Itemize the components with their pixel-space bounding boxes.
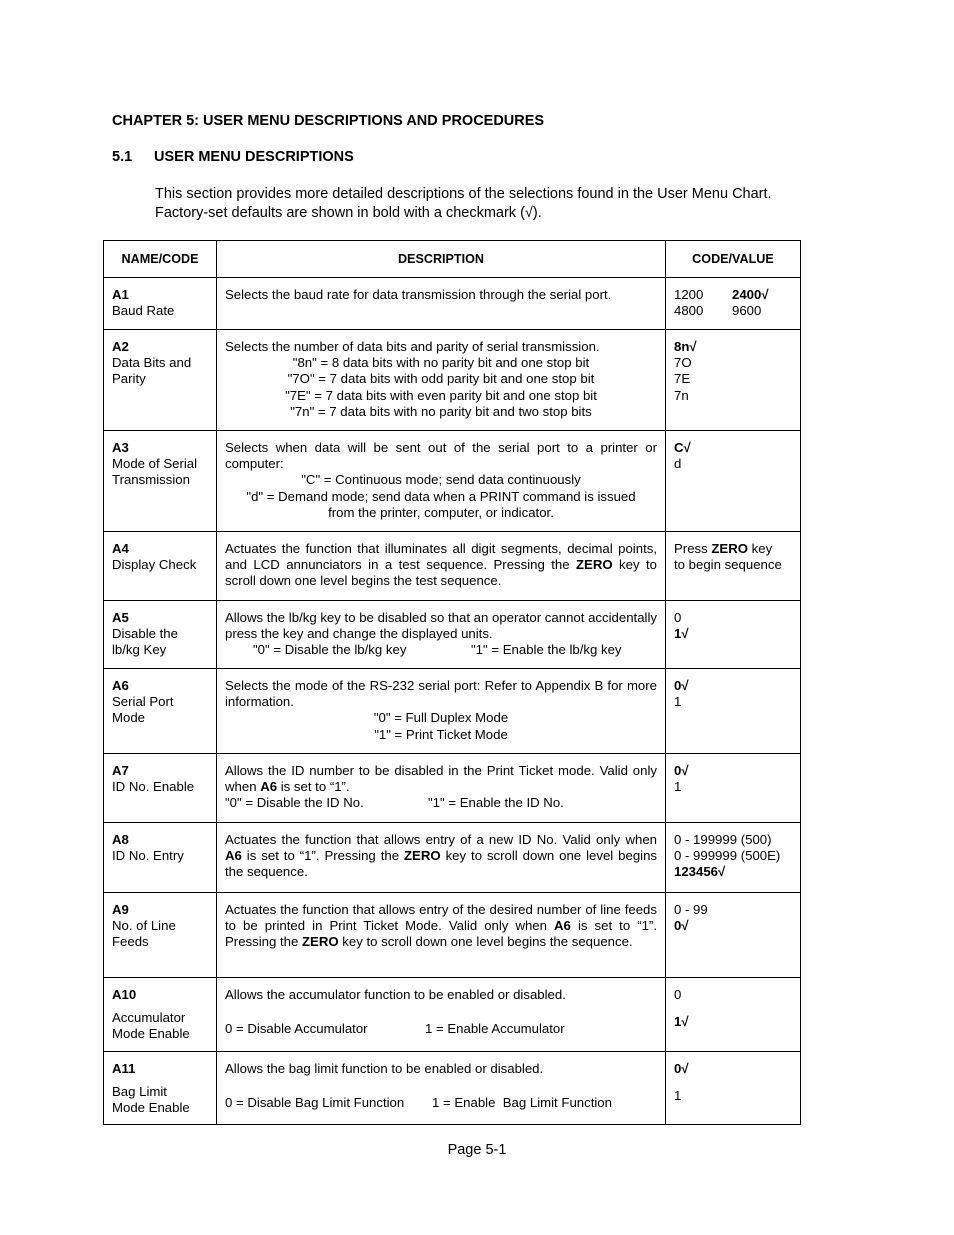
value-option: 7O	[674, 355, 692, 371]
value-cell	[666, 893, 801, 978]
menu-name: Mode Enable	[112, 1100, 190, 1116]
header-name-code: NAME/CODE	[104, 241, 217, 278]
table-row	[104, 431, 801, 532]
menu-name: Mode	[112, 710, 145, 726]
value-option: 7n	[674, 387, 689, 403]
description-cell	[217, 330, 666, 431]
menu-name: Mode of Serial	[112, 456, 198, 472]
description-text: Selects when data will be sent out of the serial port to a printer or computer:	[225, 440, 657, 472]
description-cell	[217, 278, 666, 330]
description-text: Allows the bag limit function to be enabled or disabled.	[225, 1060, 544, 1076]
table-row	[104, 669, 801, 754]
description-text: Selects the mode of the RS-232 serial port: Refer to Appendix B for more information.	[225, 678, 657, 710]
value-option: 0 - 99	[674, 902, 708, 917]
table-row	[104, 601, 801, 669]
value-option-default: 1√	[674, 1014, 689, 1030]
option-line: "8n" = 8 data bits with no parity bit and one stop bit	[292, 355, 590, 371]
description-cell	[217, 893, 666, 978]
table-row	[104, 978, 801, 1052]
table-row	[104, 893, 801, 978]
description-cell	[217, 601, 666, 669]
menu-name: Bag Limit	[112, 1083, 167, 1099]
menu-name: Display Check	[112, 557, 197, 573]
page-number: Page 5-1	[447, 1142, 507, 1158]
value-cell	[666, 669, 801, 754]
value-option-default: 123456√	[674, 864, 726, 880]
menu-code: A6	[112, 678, 129, 693]
name-cell	[104, 893, 217, 978]
menu-code: A9	[112, 902, 129, 917]
option-line: "0" = Disable the ID No.	[225, 795, 364, 811]
option-line: "1" = Enable the lb/kg key	[471, 642, 622, 658]
value-cell	[666, 1051, 801, 1125]
table-row	[104, 532, 801, 601]
description-text: Selects the baud rate for data transmission through the serial port.	[225, 287, 612, 302]
table-row	[104, 330, 801, 431]
option-line: 0 = Disable Bag Limit Function	[225, 1094, 405, 1110]
option-line: "1" = Enable the ID No.	[428, 795, 564, 811]
value-option-default: 1√	[674, 626, 689, 642]
value-option: 9600	[732, 303, 762, 319]
menu-code: A2	[112, 339, 129, 354]
option-line: "0" = Full Duplex Mode	[373, 710, 509, 726]
value-option: 0	[674, 610, 682, 625]
description-text: Allows the ID number to be disabled in the Print Ticket mode. Valid only when A6 is set to “1”.	[225, 763, 657, 795]
intro-line: This section provides more detailed descriptions of the selections found in the User Menu Chart.	[155, 186, 772, 202]
name-cell	[104, 669, 217, 754]
header-code-value: CODE/VALUE	[666, 241, 801, 278]
name-cell	[104, 823, 217, 893]
value-instruction: to begin sequence	[674, 557, 782, 573]
name-cell	[104, 278, 217, 330]
description-cell	[217, 823, 666, 893]
value-option-default: 0√	[674, 678, 689, 693]
menu-name: lb/kg Key	[112, 642, 167, 658]
table-row	[104, 278, 801, 330]
value-cell	[666, 431, 801, 532]
value-cell	[666, 532, 801, 601]
menu-name: Disable the	[112, 626, 178, 642]
description-cell	[217, 978, 666, 1052]
description-text: Allows the accumulator function to be enabled or disabled.	[225, 987, 566, 1002]
description-cell	[217, 532, 666, 601]
value-option-default: C√	[674, 440, 691, 455]
option-line: 1 = Enable Bag Limit Function	[432, 1094, 612, 1110]
value-option: d	[674, 456, 682, 472]
description-cell	[217, 754, 666, 823]
value-option-default: 8n√	[674, 339, 697, 354]
table-header-row	[104, 241, 801, 278]
intro-paragraph	[155, 185, 845, 223]
description-text: Selects the number of data bits and parity of serial transmission.	[225, 339, 600, 354]
user-menu-table	[103, 240, 801, 1125]
menu-name: Parity	[112, 371, 146, 387]
menu-code: A7	[112, 763, 129, 778]
menu-code: A3	[112, 440, 129, 455]
value-cell	[666, 823, 801, 893]
value-option: 1	[674, 779, 682, 795]
name-cell	[104, 978, 217, 1052]
description-cell	[217, 669, 666, 754]
option-line: "7E" = 7 data bits with even parity bit and one stop bit	[285, 387, 597, 403]
table-row	[104, 823, 801, 893]
description-cell	[217, 431, 666, 532]
option-line: "C" = Continuous mode; send data continuously	[301, 472, 581, 488]
description-text: Actuates the function that allows entry of the desired number of line feeds to be printed in Print Ticket Mode. Valid only when A6 is set to “1”. Pressing the ZERO key to scroll down one level begins the sequence.	[225, 902, 657, 950]
header-description: DESCRIPTION	[217, 241, 666, 278]
description-cell	[217, 1051, 666, 1125]
value-option-default: 0√	[674, 763, 689, 778]
value-cell	[666, 330, 801, 431]
table-row	[104, 1051, 801, 1125]
table-row	[104, 754, 801, 823]
description-text: Actuates the function that allows entry of a new ID No. Valid only when A6 is set to “1”. Pressing the ZERO key to scroll down one level begins the sequence.	[225, 832, 658, 880]
chapter-title: CHAPTER 5: USER MENU DESCRIPTIONS AND PROCEDURES	[112, 113, 545, 129]
name-cell	[104, 1051, 217, 1125]
value-option: 7E	[674, 371, 691, 387]
value-option: 0 - 999999 (500E)	[674, 848, 781, 864]
value-option: 1200	[674, 287, 704, 302]
name-cell	[104, 532, 217, 601]
name-cell	[104, 601, 217, 669]
menu-name: ID No. Enable	[112, 779, 195, 795]
value-option: 1	[674, 1087, 682, 1103]
option-line: 1 = Enable Accumulator	[425, 1021, 565, 1037]
menu-name: No. of Line	[112, 918, 176, 934]
menu-name: Transmission	[112, 472, 190, 488]
value-option: 4800	[674, 303, 704, 319]
menu-name: Feeds	[112, 934, 149, 950]
option-line: 0 = Disable Accumulator	[225, 1021, 368, 1037]
value-option: 0	[674, 987, 682, 1002]
value-option-default: 0√	[674, 1060, 689, 1076]
value-cell	[666, 278, 801, 330]
menu-name: ID No. Entry	[112, 848, 184, 864]
menu-name: Serial Port	[112, 694, 174, 710]
section-heading	[112, 149, 354, 165]
menu-name: Data Bits and	[112, 355, 192, 371]
option-line: "7n" = 7 data bits with no parity bit and two stop bits	[290, 403, 592, 419]
section-title: USER MENU DESCRIPTIONS	[154, 149, 354, 165]
value-option-default: 2400√	[732, 287, 769, 302]
description-text: Allows the lb/kg key to be disabled so that an operator cannot accidentally press the key and change the displayed units.	[225, 610, 657, 642]
option-line: from the printer, computer, or indicator.	[328, 504, 554, 520]
value-option: 1	[674, 694, 682, 710]
name-cell	[104, 431, 217, 532]
option-line: "0" = Disable the lb/kg key	[253, 642, 407, 658]
menu-code: A11	[112, 1060, 136, 1076]
value-option-default: 0√	[674, 918, 689, 934]
value-cell	[666, 754, 801, 823]
menu-name: Accumulator	[112, 1010, 186, 1026]
section-number: 5.1	[112, 149, 133, 165]
option-line: "7O" = 7 data bits with odd parity bit and one stop bit	[287, 371, 595, 387]
menu-code: A8	[112, 832, 129, 847]
option-line: "1" = Print Ticket Mode	[374, 726, 508, 742]
menu-name: Baud Rate	[112, 303, 175, 319]
menu-code: A4	[112, 541, 129, 556]
menu-name: Mode Enable	[112, 1026, 190, 1042]
name-cell	[104, 754, 217, 823]
value-cell	[666, 978, 801, 1052]
menu-code: A1	[112, 287, 129, 302]
option-line: "d" = Demand mode; send data when a PRINT command is issued	[246, 488, 636, 504]
menu-code: A5	[112, 610, 129, 625]
menu-code: A10	[112, 987, 137, 1002]
value-option: 0 - 199999 (500)	[674, 832, 772, 847]
description-text: Actuates the function that illuminates all digit segments, decimal points, and LCD annunciators in a test sequence. Pressing the ZERO key to scroll down one level begins the test sequence.	[225, 541, 657, 589]
value-cell	[666, 601, 801, 669]
name-cell	[104, 330, 217, 431]
value-instruction: Press ZERO key	[674, 541, 773, 556]
intro-line: Factory-set defaults are shown in bold with a checkmark (√).	[155, 205, 542, 221]
